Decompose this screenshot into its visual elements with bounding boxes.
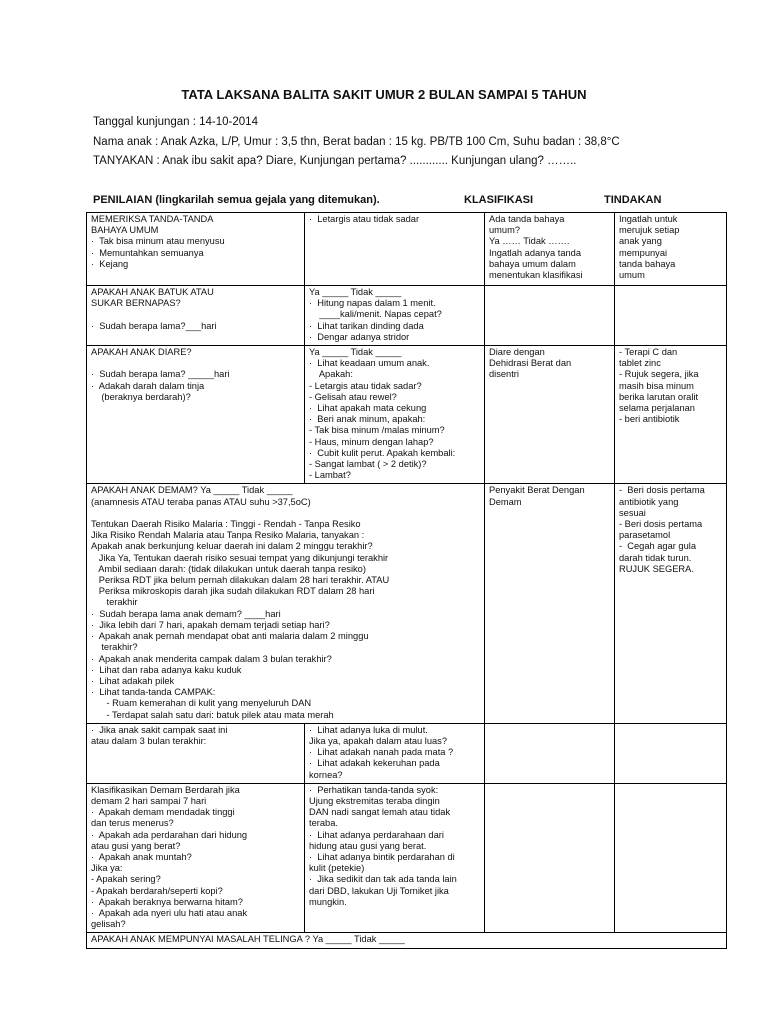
measles-assessment: · Jika anak sakit campak saat ini atau dalam 3 bulan terakhir: <box>87 723 305 783</box>
dengue-classification <box>485 783 615 933</box>
danger-signs-look: · Letargis atau tidak sadar <box>305 213 485 286</box>
diarrhea-assessment: APAKAH ANAK DIARE? · Sudah berapa lama? _____hari · Adakah darah dalam tinja (beraknya berdarah)? <box>87 346 305 484</box>
visit-date-line: Tanggal kunjungan : 14-10-2014 <box>93 116 258 128</box>
danger-signs-assessment: MEMERIKSA TANDA-TANDA BAHAYA UMUM · Tak bisa minum atau menyusu · Memuntahkan semuanya · Kejang <box>87 213 305 286</box>
table-row-measles <box>87 723 727 783</box>
table-row-diarrhea <box>87 346 727 484</box>
diarrhea-action: - Terapi C dan tablet zinc - Rujuk segera, jika masih bisa minum berika larutan oralit selama perjalanan - beri antibiotik <box>615 346 727 484</box>
cough-look: Ya _____ Tidak _____ · Hitung napas dalam 1 menit. ____kali/menit. Napas cepat? · Lihat tarikan dinding dada · Dengar adanya stridor <box>305 286 485 346</box>
cough-assessment: APAKAH ANAK BATUK ATAU SUKAR BERNAPAS? · Sudah berapa lama?___hari <box>87 286 305 346</box>
measles-action <box>615 723 727 783</box>
diarrhea-look: Ya _____ Tidak _____ · Lihat keadaan umum anak. Apakah: - Letargis atau tidak sadar? - Gelisah atau rewel? · Lihat apakah mata cekung · Beri anak minum, apakah: - Tak bisa minum /malas minum? - Haus, minum dengan lahap? · Cubit kulit perut. Apakah kembali: - Sangat lambat ( > 2 detik)? - Lambat? <box>305 346 485 484</box>
dengue-action <box>615 783 727 933</box>
fever-assessment: APAKAH ANAK DEMAM? Ya _____ Tidak _____ (anamnesis ATAU teraba panas ATAU suhu >37,5oC) Tentukan Daerah Risiko Malaria : Tinggi - Rendah - Tanpa Resiko Jika Risiko Rendah Malaria atau Tanpa Resiko Malaria, tanyakan : Apakah anak berkunjung keluar daerah ini dalam 2 minggu terakhir? Jika Ya, Tentukan daerah risiko sesuai tempat yang dikunjungi terakhir Ambil sediaan darah: (tidak dilakukan untuk daerah tanpa resiko) Periksa RDT jika belum pernah dilakukan dalam 28 hari terakhir. ATAU Periksa mikroskopis darah jika sudah dilakukan RDT dalam 28 hari terakhir · Sudah berapa lama anak demam? ____hari · Jika lebih dari 7 hari, apakah demam terjadi setiap hari? · Apakah anak pernah mendapat obat anti malaria dalam 2 minggu terakhir? · Apakah anak menderita campak dalam 3 bulan terakhir? · Lihat dan raba adanya kaku kuduk · Lihat adakah pilek · Lihat tanda-tanda CAMPAK: - Ruam kemerahan di kulit yang menyeluruh DAN - Terdapat salah satu dari: batuk pilek atau mata merah <box>87 484 485 723</box>
table-row-fever <box>87 484 727 723</box>
dengue-assessment: Klasifikasikan Demam Berdarah jika demam 2 hari sampai 7 hari · Apakah demam mendadak tinggi dan terus menerus? · Apakah ada perdarahan dari hidung atau gusi yang berat? · Apakah anak muntah? Jika ya: - Apakah sering? - Apakah berdarah/seperti kopi? · Apakah beraknya berwarna hitam? · Apakah ada nyeri ulu hati atau anak gelisah? <box>87 783 305 933</box>
ear-assessment: APAKAH ANAK MEMPUNYAI MASALAH TELINGA ? Ya _____ Tidak _____ <box>87 933 727 948</box>
table-row-ear <box>87 933 727 948</box>
danger-signs-classification: Ada tanda bahaya umum? Ya …… Tidak ……. Ingatlah adanya tanda bahaya umum dalam menentukan klasifikasi <box>485 213 615 286</box>
assessment-table <box>86 212 727 949</box>
measles-classification <box>485 723 615 783</box>
diarrhea-classification: Diare dengan Dehidrasi Berat dan disentri <box>485 346 615 484</box>
heading-penilaian: PENILAIAN (lingkarilah semua gejala yang ditemukan). <box>93 194 380 206</box>
fever-action: - Beri dosis pertama antibiotik yang sesuai - Beri dosis pertama parasetamol - Cegah agar gula darah tidak turun. RUJUK SEGERA. <box>615 484 727 723</box>
table-row-cough <box>87 286 727 346</box>
cough-classification <box>485 286 615 346</box>
measles-look: · Lihat adanya luka di mulut. Jika ya, apakah dalam atau luas? · Lihat adakah nanah pada mata ? · Lihat adakah kekeruhan pada kornea? <box>305 723 485 783</box>
fever-classification: Penyakit Berat Dengan Demam <box>485 484 615 723</box>
cough-action <box>615 286 727 346</box>
table-row-dengue <box>87 783 727 933</box>
heading-klasifikasi: KLASIFIKASI <box>464 194 534 206</box>
patient-info-line: Nama anak : Anak Azka, L/P, Umur : 3,5 thn, Berat badan : 15 kg. PB/TB 100 Cm, Suhu badan : 38,8°C <box>93 136 620 148</box>
ask-line: TANYAKAN : Anak ibu sakit apa? Diare, Kunjungan pertama? ............ Kunjungan ulang? …….. <box>93 155 577 167</box>
danger-signs-action: Ingatlah untuk merujuk setiap anak yang mempunyai tanda bahaya umum <box>615 213 727 286</box>
table-row-danger-signs <box>87 213 727 286</box>
heading-tindakan: TINDAKAN <box>604 194 662 206</box>
document-title: TATA LAKSANA BALITA SAKIT UMUR 2 BULAN SAMPAI 5 TAHUN <box>181 87 587 102</box>
dengue-look: · Perhatikan tanda-tanda syok: Ujung ekstremitas teraba dingin DAN nadi sangat lemah atau tidak teraba. · Lihat adanya perdarahaan dari hidung atau gusi yang berat. · Lihat adanya bintik perdarahan di kulit (petekie) · Jika sedikit dan tak ada tanda lain dari DBD, lakukan Uji Torniket jika mungkin. <box>305 783 485 933</box>
